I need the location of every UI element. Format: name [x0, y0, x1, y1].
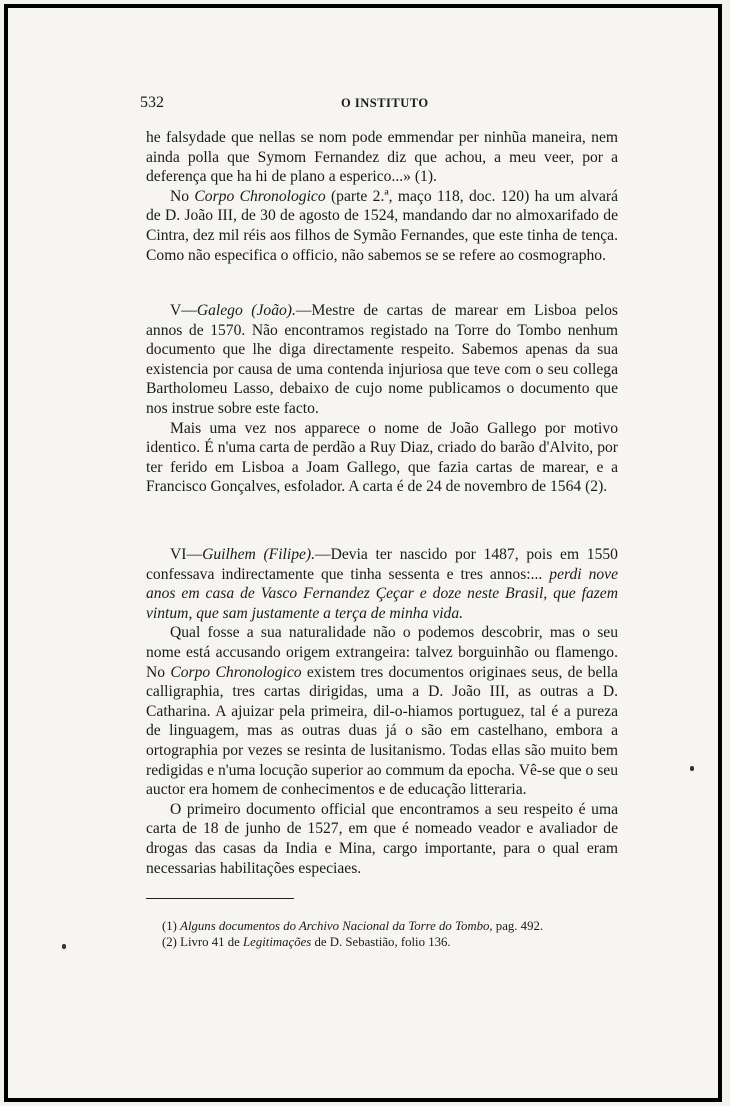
text-block-top: [146, 128, 618, 265]
footnote-2: (2) Livro 41 de Legitimações de D. Sebastião, folio 136.: [162, 935, 451, 949]
section-guilhem-para1: VI—Guilhem (Filipe).—Devia ter nascido por 1487, pois em 1550 confessava indirectamente que tinha sessenta e tres annos:... perdi nove anos em casa de Vasco Fernandez Çeçar e doze neste Brasil, que fazem vintum, que sam justamente a terça de minha vida.: [146, 546, 619, 622]
paragraph-quote-end: he falsydade que nellas se nom pode emmendar per ninhũa maneira, nem ainda polla que Symom Fernandez diz que achou, a meu veer, por a deferença que ha hi de plano a esperico...» (1).: [146, 129, 618, 186]
footnote-1: (1) Alguns documentos do Archivo Nacional da Torre do Tombo, pag. 492.: [162, 919, 544, 933]
section-guilhem-para3: O primeiro documento official que encontramos a seu respeito é uma carta de 18 de junho de 1527, em que é nomeado veador e avaliador de drogas das casas da India e Mina, cargo importante, para o qual eram necessarias habilitações especiaes.: [146, 800, 618, 877]
section-galego-para1: V—Galego (João).—Mestre de cartas de marear em Lisboa pelos annos de 1570. Não encontramos registado na Torre do Tombo nenhum documento que lhe diga directamente respeito. Sabemos apenas da sua existencia por causa de uma contenda injuriosa que teve com o seu collega Bartholomeu Lasso, debaixo de cujo nome publicamos o documento que nos instrue sobre este facto.: [146, 302, 619, 417]
paragraph-corpo: No Corpo Chronologico (parte 2.ª, maço 118, doc. 120) ha um alvará de D. João III, de 30 de agosto de 1524, mandando dar no almoxarifado de Cintra, dez mil réis aos filhos de Symão Fernandes, que este tinha de tença. Como não especifica o officio, não sabemos se se refere ao cosmographo.: [146, 187, 618, 264]
section-guilhem-para2: Qual fosse a sua naturalidade não o podemos descobrir, mas o seu nome está accusando origem extrangeira: talvez borguinhão ou flamengo. No Corpo Chronologico existem tres documentos originaes seus, de bella calligraphia, tres cartas dirigidas, uma a D. João III, as outras a D. Catharina. A ajuizar pela primeira, dil-o-hiamos portuguez, tal é a pureza de linguagem, mas as outras duas já o são em castelhano, embora a ortographia por vezes se resinta de lusitanismo. Todas ellas são muito bem redigidas e n'uma locução superior ao commum da epocha. Vê-se que o seu auctor era homem de conhecimentos e de educação litteraria.: [146, 624, 618, 799]
section-galego-para2: Mais uma vez nos apparece o nome de João Gallego por motivo identico. É n'uma carta de perdão a Ruy Diaz, criado do barão d'Alvito, por ter ferido em Lisboa a Joam Gallego, que fazia cartas de marear, e a Francisco Gonçalves, esfolador. A carta é de 24 de novembro de 1564 (2).: [146, 419, 618, 496]
footnote-rule: [146, 898, 294, 899]
page-number: 532: [140, 94, 164, 111]
ink-speck: [62, 944, 66, 949]
ink-speck: [690, 766, 694, 771]
section-galego: [146, 301, 618, 497]
section-guilhem: [146, 545, 618, 878]
running-title: O INSTITUTO: [341, 96, 429, 110]
